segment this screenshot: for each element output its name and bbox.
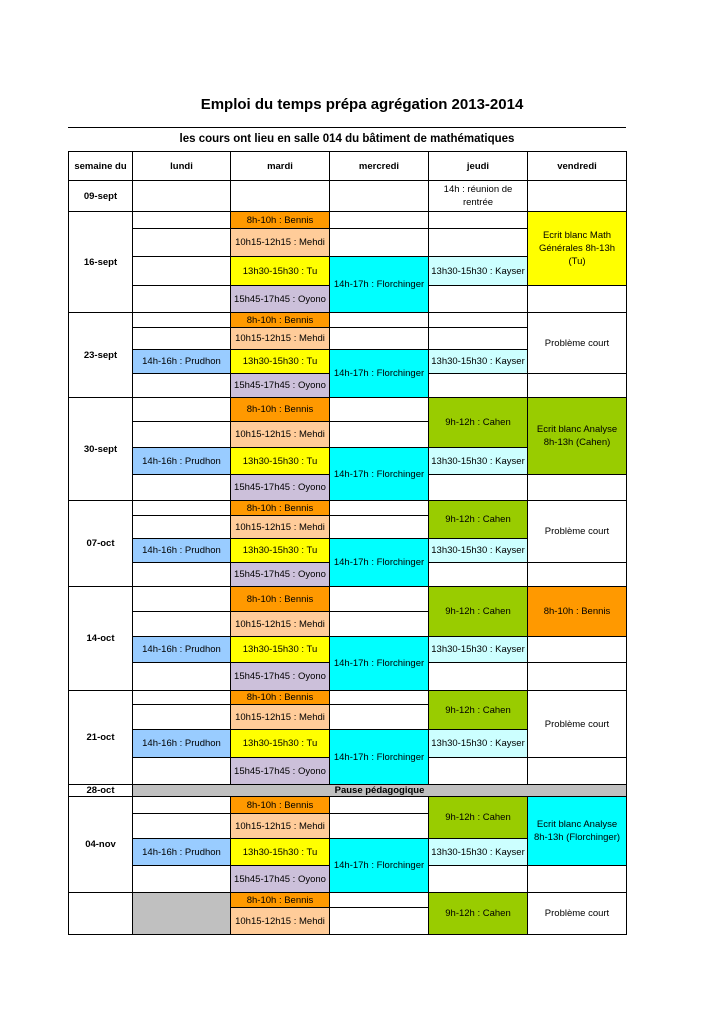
empty-cell [132, 865, 231, 893]
course-cell: Ecrit blanc Math Générales 8h-13h (Tu) [527, 211, 627, 286]
header-mardi: mardi [230, 151, 330, 181]
course-cell: 10h15-12h15 : Mehdi [230, 228, 330, 257]
empty-cell [428, 865, 528, 893]
empty-cell [132, 796, 231, 814]
course-cell: 14h-16h : Prudhon [132, 538, 231, 563]
header-vendredi: vendredi [527, 151, 627, 181]
course-cell: 13h30-15h30 : Tu [230, 729, 330, 758]
empty-cell [428, 312, 528, 328]
week-label: 23-sept [68, 312, 133, 398]
week-label: 28-oct [68, 784, 133, 797]
empty-cell [329, 704, 429, 730]
course-cell: 15h45-17h45 : Oyono [230, 373, 330, 398]
week-label: 30-sept [68, 397, 133, 501]
empty-cell [132, 285, 231, 313]
week-label [68, 892, 133, 935]
course-cell: 13h30-15h30 : Kayser [428, 256, 528, 286]
course-cell: 13h30-15h30 : Kayser [428, 838, 528, 866]
empty-cell [527, 757, 627, 785]
empty-cell [329, 211, 429, 229]
empty-cell [132, 474, 231, 501]
empty-cell [428, 562, 528, 587]
empty-cell [132, 180, 231, 212]
empty-cell [428, 285, 528, 313]
course-cell: 10h15-12h15 : Mehdi [230, 515, 330, 539]
empty-cell [132, 500, 231, 516]
page-subtitle: les cours ont lieu en salle 014 du bâtiment de mathématiques [179, 133, 515, 145]
empty-cell [132, 515, 231, 539]
course-cell: 14h-17h : Florchinger [329, 256, 429, 313]
empty-cell [329, 228, 429, 257]
course-cell: Ecrit blanc Analyse 8h-13h (Cahen) [527, 397, 627, 475]
course-cell: 13h30-15h30 : Kayser [428, 636, 528, 663]
empty-cell [132, 327, 231, 350]
empty-cell [527, 562, 627, 587]
empty-cell [329, 397, 429, 422]
course-cell: 9h-12h : Cahen [428, 796, 528, 839]
course-cell: 13h30-15h30 : Kayser [428, 447, 528, 475]
course-cell: 13h30-15h30 : Tu [230, 447, 330, 475]
pause-banner: Pause pédagogique [132, 784, 627, 797]
empty-cell [329, 796, 429, 814]
course-cell [132, 892, 231, 935]
course-cell: 13h30-15h30 : Tu [230, 349, 330, 374]
course-cell: 9h-12h : Cahen [428, 690, 528, 730]
header-mercredi: mercredi [329, 151, 429, 181]
empty-cell [132, 562, 231, 587]
course-cell: 10h15-12h15 : Mehdi [230, 327, 330, 350]
empty-cell [329, 312, 429, 328]
empty-cell [329, 500, 429, 516]
course-cell: 10h15-12h15 : Mehdi [230, 813, 330, 839]
course-cell: 10h15-12h15 : Mehdi [230, 704, 330, 730]
course-cell: 14h-16h : Prudhon [132, 838, 231, 866]
empty-cell [428, 211, 528, 229]
course-cell: 9h-12h : Cahen [428, 892, 528, 935]
empty-cell [132, 397, 231, 422]
course-cell: 15h45-17h45 : Oyono [230, 474, 330, 501]
empty-cell [527, 636, 627, 663]
course-cell: 14h-16h : Prudhon [132, 729, 231, 758]
course-cell: 9h-12h : Cahen [428, 586, 528, 637]
course-cell: 8h-10h : Bennis [230, 312, 330, 328]
course-cell: 15h45-17h45 : Oyono [230, 285, 330, 313]
week-label: 04-nov [68, 796, 133, 893]
empty-cell [329, 611, 429, 637]
empty-cell [428, 373, 528, 398]
course-cell: 14h-17h : Florchinger [329, 349, 429, 398]
course-cell: 13h30-15h30 : Kayser [428, 538, 528, 563]
course-cell: 13h30-15h30 : Kayser [428, 729, 528, 758]
empty-cell [230, 180, 330, 212]
course-cell: 14h : réunion de rentrée [428, 180, 528, 212]
course-cell: 8h-10h : Bennis [230, 690, 330, 705]
empty-cell [132, 813, 231, 839]
course-cell: 8h-10h : Bennis [230, 397, 330, 422]
empty-cell [527, 474, 627, 501]
week-label: 07-oct [68, 500, 133, 587]
empty-cell [428, 757, 528, 785]
empty-cell [428, 327, 528, 350]
page-title: Emploi du temps prépa agrégation 2013-2014 [200, 96, 524, 113]
course-cell: 8h-10h : Bennis [230, 586, 330, 612]
course-cell: 13h30-15h30 : Tu [230, 256, 330, 286]
course-cell: 8h-10h : Bennis [230, 500, 330, 516]
course-cell: 15h45-17h45 : Oyono [230, 865, 330, 893]
header-semaine-du: semaine du [68, 151, 133, 181]
course-cell: 10h15-12h15 : Mehdi [230, 907, 330, 935]
empty-cell [132, 211, 231, 229]
empty-cell [329, 327, 429, 350]
header-lundi: lundi [132, 151, 231, 181]
empty-cell [132, 704, 231, 730]
empty-cell [527, 285, 627, 313]
empty-cell [132, 586, 231, 612]
course-cell: Problème court [527, 690, 627, 758]
empty-cell [329, 515, 429, 539]
week-label: 14-oct [68, 586, 133, 691]
empty-cell [428, 662, 528, 691]
course-cell: 8h-10h : Bennis [230, 892, 330, 908]
empty-cell [132, 312, 231, 328]
header-jeudi: jeudi [428, 151, 528, 181]
course-cell: 8h-10h : Bennis [230, 211, 330, 229]
empty-cell [132, 373, 231, 398]
course-cell: 14h-16h : Prudhon [132, 349, 231, 374]
course-cell: Problème court [527, 892, 627, 935]
empty-cell [329, 907, 429, 935]
week-label: 09-sept [68, 180, 133, 212]
course-cell: 8h-10h : Bennis [230, 796, 330, 814]
course-cell: 13h30-15h30 : Tu [230, 838, 330, 866]
empty-cell [329, 421, 429, 448]
empty-cell [329, 690, 429, 705]
course-cell: 13h30-15h30 : Tu [230, 636, 330, 663]
empty-cell [527, 662, 627, 691]
course-cell: 14h-17h : Florchinger [329, 636, 429, 691]
empty-cell [329, 892, 429, 908]
empty-cell [132, 421, 231, 448]
course-cell: Problème court [527, 312, 627, 374]
course-cell: 14h-17h : Florchinger [329, 447, 429, 501]
course-cell: 14h-17h : Florchinger [329, 729, 429, 785]
empty-cell [527, 180, 627, 212]
empty-cell [132, 256, 231, 286]
course-cell: 10h15-12h15 : Mehdi [230, 611, 330, 637]
course-cell: 15h45-17h45 : Oyono [230, 662, 330, 691]
course-cell: 14h-16h : Prudhon [132, 447, 231, 475]
empty-cell [132, 662, 231, 691]
course-cell: 13h30-15h30 : Kayser [428, 349, 528, 374]
course-cell: 14h-16h : Prudhon [132, 636, 231, 663]
week-label: 16-sept [68, 211, 133, 313]
empty-cell [329, 813, 429, 839]
course-cell: 9h-12h : Cahen [428, 397, 528, 448]
empty-cell [132, 228, 231, 257]
empty-cell [132, 757, 231, 785]
course-cell: 15h45-17h45 : Oyono [230, 757, 330, 785]
empty-cell [527, 865, 627, 893]
empty-cell [132, 690, 231, 705]
course-cell: 8h-10h : Bennis [527, 586, 627, 637]
empty-cell [527, 373, 627, 398]
course-cell: 14h-17h : Florchinger [329, 838, 429, 893]
empty-cell [428, 474, 528, 501]
course-cell: 13h30-15h30 : Tu [230, 538, 330, 563]
course-cell: 10h15-12h15 : Mehdi [230, 421, 330, 448]
course-cell: Problème court [527, 500, 627, 563]
empty-cell [329, 180, 429, 212]
course-cell: 15h45-17h45 : Oyono [230, 562, 330, 587]
empty-cell [428, 228, 528, 257]
empty-cell [329, 586, 429, 612]
empty-cell [132, 611, 231, 637]
course-cell: 14h-17h : Florchinger [329, 538, 429, 587]
week-label: 21-oct [68, 690, 133, 785]
course-cell: 9h-12h : Cahen [428, 500, 528, 539]
course-cell: Ecrit blanc Analyse 8h-13h (Florchinger) [527, 796, 627, 866]
